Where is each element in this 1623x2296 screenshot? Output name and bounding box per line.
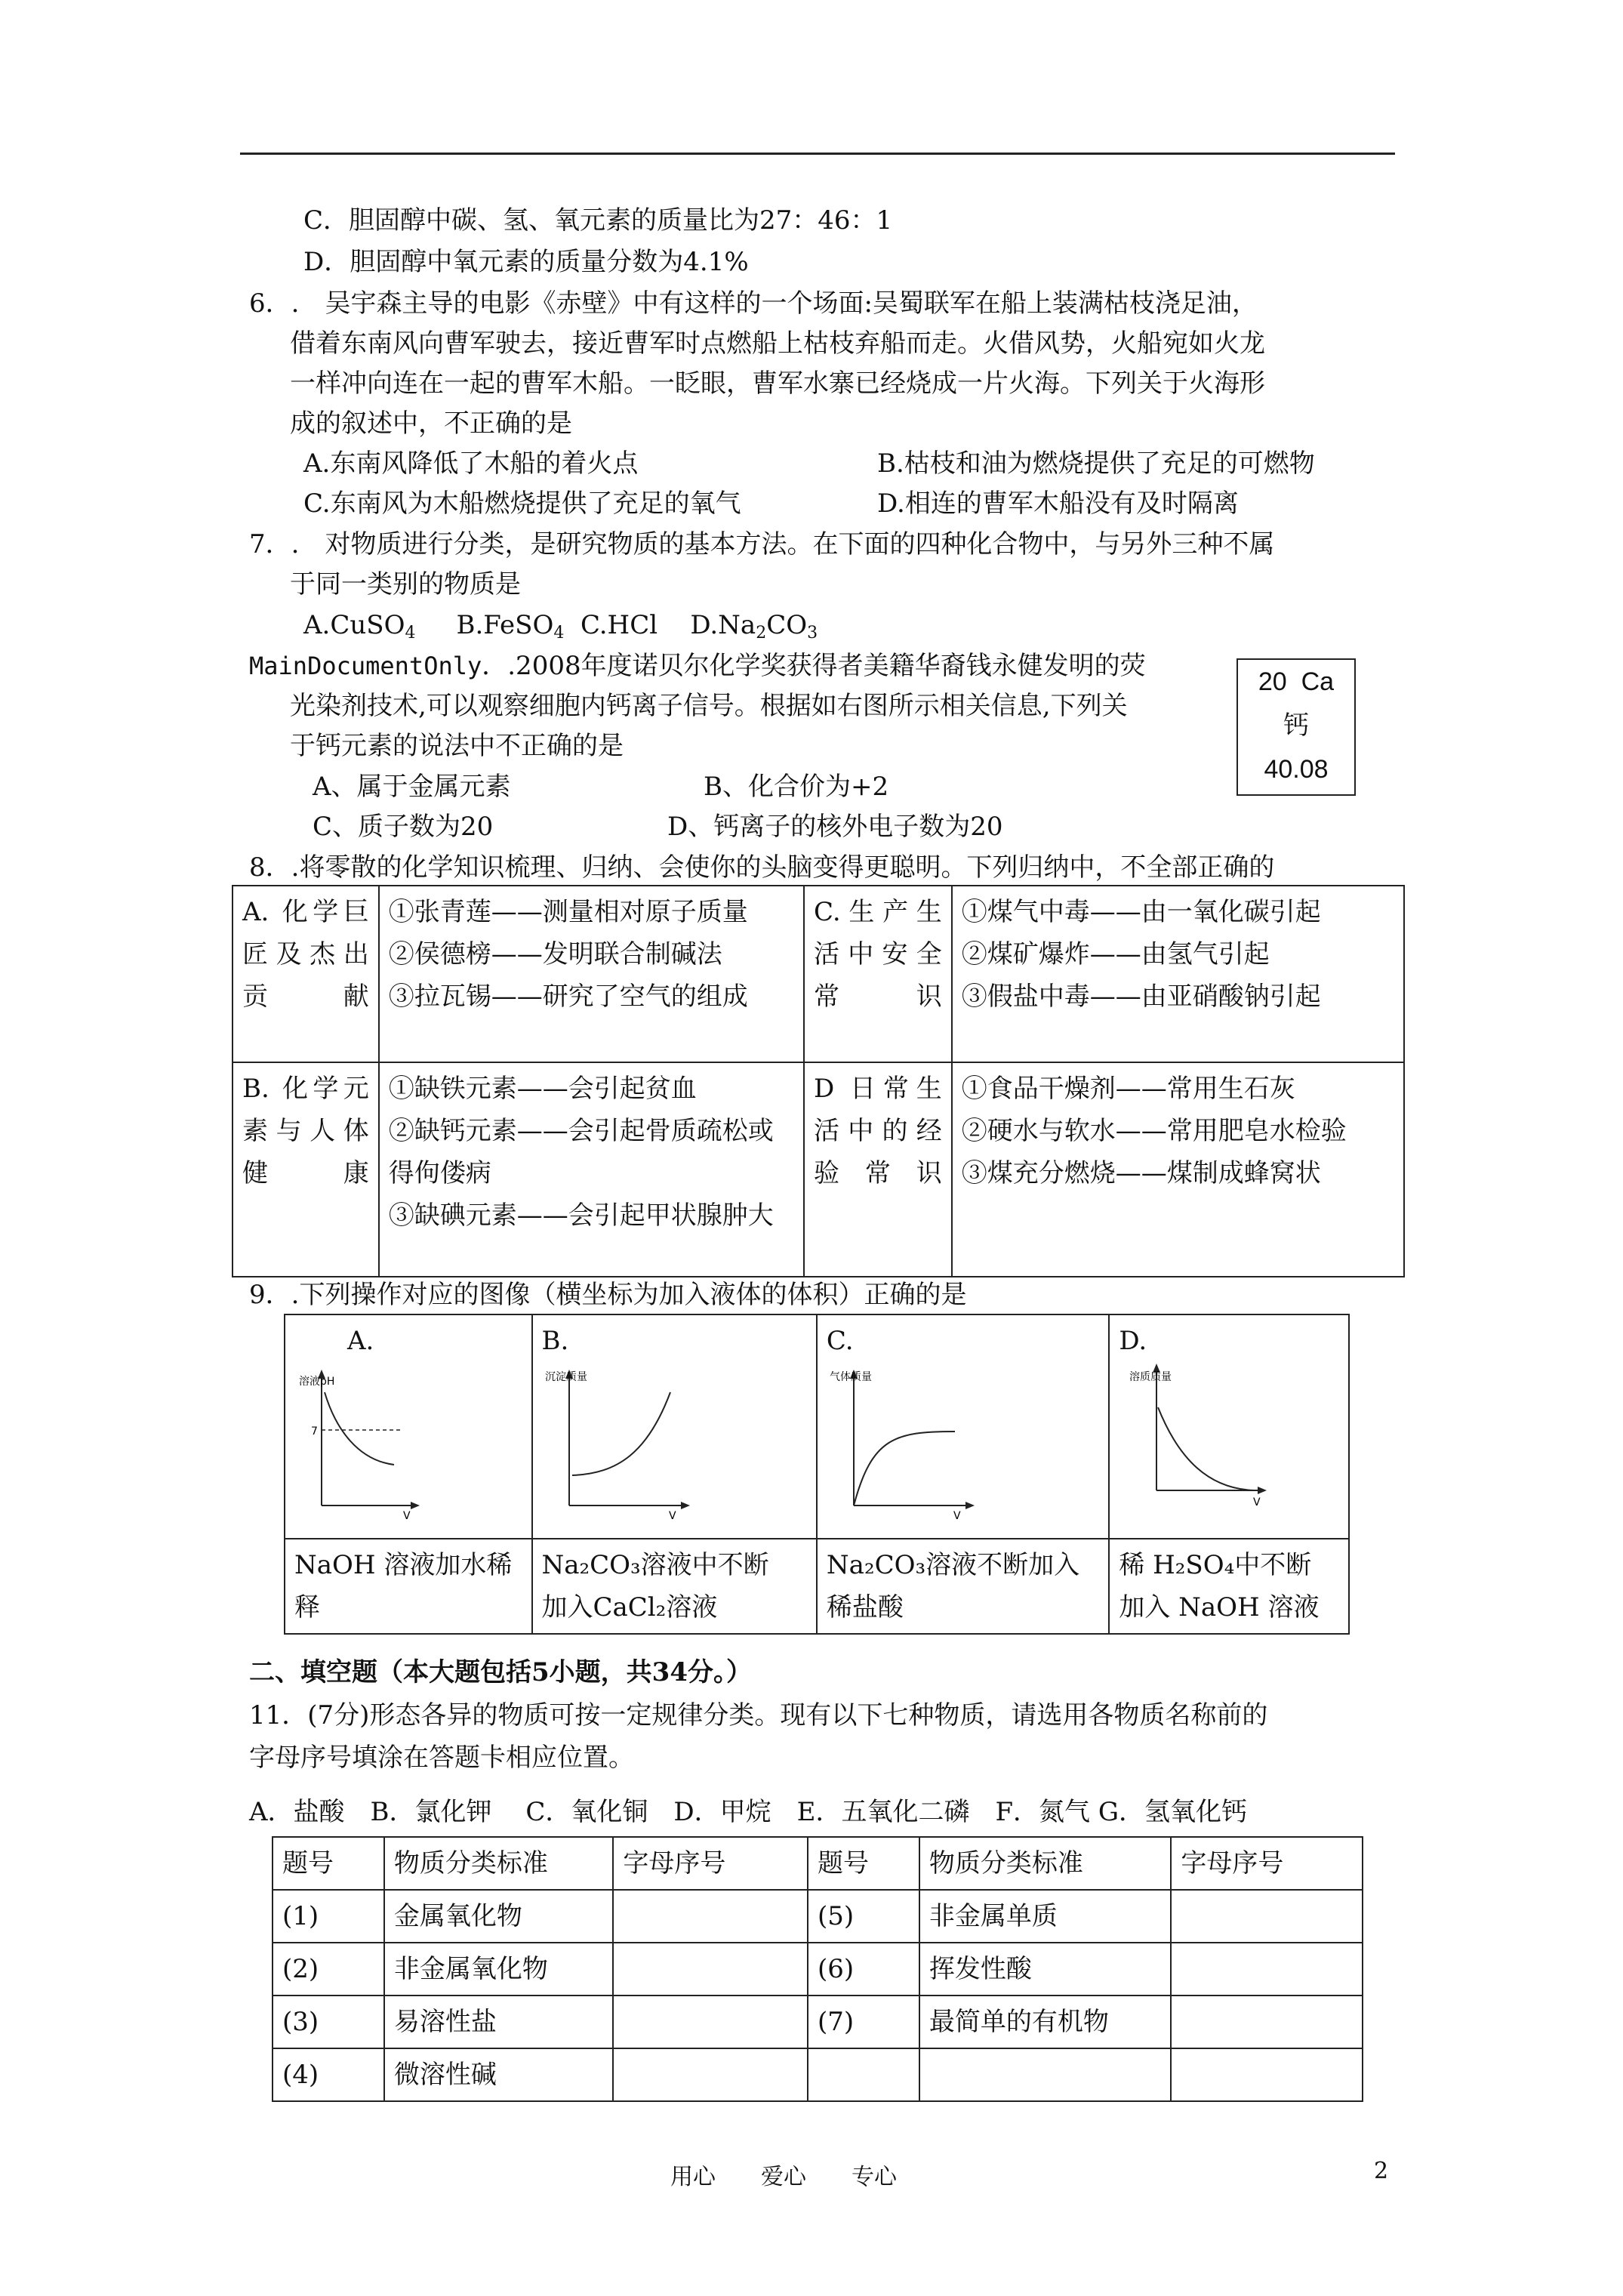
graph-a-xlabel: V <box>403 1510 411 1521</box>
graph-a-ylabel: 溶液pH <box>299 1376 335 1388</box>
q9-stem: 9．.下列操作对应的图像（横坐标为加入液体的体积）正确的是 <box>249 1280 967 1310</box>
q9-table <box>284 1314 1350 1635</box>
q9-label-a: A. <box>347 1326 374 1356</box>
q8-b-head: B. 化学元素与人体健康 <box>233 1062 379 1277</box>
q8-stem: 8．.将零散的化学知识梳理、归纳、会使你的头脑变得更聪明。下列归纳中，不全部正确的 <box>249 852 1275 883</box>
q11-answer-cell[interactable] <box>1171 2048 1363 2101</box>
q11-cell: (1) <box>273 1890 384 1943</box>
q11-cell: (7) <box>808 1996 919 2048</box>
table-row <box>273 2048 1363 2101</box>
graph-a-x-arrow <box>411 1502 420 1509</box>
table-row <box>273 1890 1363 1943</box>
q9-desc-a: NaOH 溶液加水稀 释 <box>285 1539 532 1634</box>
q11-cell: 易溶性盐 <box>384 1996 614 2048</box>
q8-b-items: ①缺铁元素——会引起贫血 ②缺钙元素——会引起骨质疏松或得佝偻病 ③缺碘元素——会引起甲状腺肿大 <box>379 1062 804 1277</box>
q8-table <box>232 885 1405 1277</box>
q11-cell: 最简单的有机物 <box>919 1996 1171 2048</box>
q11-cell <box>919 2048 1171 2101</box>
q7-stem-2: 于同一类别的物质是 <box>290 569 521 599</box>
q11-answer-cell[interactable] <box>613 2048 808 2101</box>
qca-option-a: A、属于金属元素 <box>313 772 511 802</box>
q11-header-row <box>273 1837 1363 1890</box>
q11-cell: (6) <box>808 1943 919 1996</box>
q6-stem-4: 成的叙述中，不正确的是 <box>290 408 572 439</box>
table-row <box>273 1943 1363 1996</box>
graph-b-ylabel: 沉淀质量 <box>544 1371 587 1383</box>
q6-option-d: D.相连的曹军木船没有及时隔离 <box>877 488 1239 519</box>
q11-header: 题号 <box>273 1837 384 1890</box>
q11-answer-cell[interactable] <box>613 1890 808 1943</box>
q11-header: 题号 <box>808 1837 919 1890</box>
q9-desc-b: Na₂CO₃溶液中不断 加入CaCl₂溶液 <box>532 1539 817 1634</box>
graph-c-curve <box>854 1432 955 1505</box>
q8-d-head: D 日常生活中的经验常识 <box>804 1062 952 1277</box>
graph-d-x-arrow <box>1258 1487 1267 1494</box>
q11-cell: 非金属氧化物 <box>384 1943 614 1996</box>
q7-option-d: $D.Na_2CO_3$ <box>690 610 818 643</box>
q11-cell: 非金属单质 <box>919 1890 1171 1943</box>
q5-option-c: C．胆固醇中碳、氢、氧元素的质量比为27：46：1 <box>303 205 893 236</box>
q6-stem-1: 6．. 吴宇森主导的电影《赤壁》中有这样的一个场面:吴蜀联军在船上装满枯枝浇足油， <box>249 288 1258 319</box>
q8-c-items: ①煤气中毒——由一氧化碳引起 ②煤矿爆炸——由氢气引起 ③假盐中毒——由亚硝酸钠引起 <box>952 886 1404 1062</box>
graph-d-svg <box>1119 1362 1270 1521</box>
q11-cell: 挥发性酸 <box>919 1943 1171 1996</box>
q6-stem-3: 一样冲向连在一起的曹军木船。一眨眼，曹军水寨已经烧成一片火海。下列关于火海形 <box>290 368 1265 399</box>
qca-option-d: D、钙离子的核外电子数为20 <box>667 812 1003 842</box>
q11-answer-cell[interactable] <box>1171 1996 1363 2048</box>
q7-options <box>303 609 818 642</box>
q9-label-d: D. <box>1119 1326 1147 1356</box>
q5-option-d: D．胆固醇中氧元素的质量分数为4.1% <box>303 247 749 277</box>
graph-b-svg <box>542 1362 693 1521</box>
q11-cell <box>808 2048 919 2101</box>
element-mass: 40.08 <box>1264 755 1329 784</box>
section2-title: 二、填空题（本大题包括5小题，共34分。） <box>249 1657 752 1687</box>
qca-option-c: C、质子数为20 <box>313 812 494 842</box>
qca-stem-3: 于钙元素的说法中不正确的是 <box>290 731 624 761</box>
graph-d-ylabel: 溶质质量 <box>1129 1371 1172 1383</box>
header-rule <box>240 153 1395 155</box>
q11-header: 字母序号 <box>613 1837 808 1890</box>
qca-option-b: B、化合价为+2 <box>704 772 889 802</box>
element-name: 钙 <box>1283 711 1309 740</box>
q6-option-b: B.枯枝和油为燃烧提供了充足的可燃物 <box>877 448 1315 479</box>
q11-answer-cell[interactable] <box>613 1943 808 1996</box>
q9-graph-b <box>532 1314 817 1539</box>
q7-option-c: C.HCl <box>580 610 658 640</box>
q11-stem-2: 字母序号填涂在答题卡相应位置。 <box>249 1743 634 1773</box>
q6-option-c: C.东南风为木船燃烧提供了充足的氧气 <box>303 488 741 519</box>
q9-label-c: C. <box>826 1326 854 1356</box>
graph-b-curve <box>572 1392 670 1475</box>
q9-graph-c <box>817 1314 1109 1539</box>
q9-label-b: B. <box>541 1326 569 1356</box>
q11-cell: (5) <box>808 1890 919 1943</box>
element-number-symbol: 20 Ca <box>1258 667 1335 696</box>
graph-c-x-arrow <box>965 1502 975 1509</box>
graph-d-curve <box>1158 1407 1255 1490</box>
q11-cell: 金属氧化物 <box>384 1890 614 1943</box>
q7-stem-1: 7．. 对物质进行分类，是研究物质的基本方法。在下面的四种化合物中，与另外三种不属 <box>249 529 1275 559</box>
q11-cell: 微溶性碱 <box>384 2048 614 2101</box>
q11-answer-cell[interactable] <box>1171 1890 1363 1943</box>
q11-cell: (2) <box>273 1943 384 1996</box>
page-number: 2 <box>1374 2158 1389 2184</box>
graph-a-mark: 7 <box>311 1425 318 1438</box>
graph-c-svg <box>827 1362 978 1521</box>
q11-table <box>272 1836 1363 2102</box>
q11-header: 字母序号 <box>1171 1837 1363 1890</box>
q9-graph-a <box>285 1314 532 1539</box>
q11-answer-cell[interactable] <box>1171 1943 1363 1996</box>
graph-c-xlabel: V <box>953 1510 961 1521</box>
graph-a-svg <box>294 1362 423 1521</box>
q8-c-head: C.生产生活中安全常识 <box>804 886 952 1062</box>
graph-b-xlabel: V <box>668 1510 676 1521</box>
graph-c-ylabel: 气体质量 <box>829 1371 872 1383</box>
q8-d-items: ①食品干燥剂——常用生石灰 ②硬水与软水——常用肥皂水检验 ③煤充分燃烧——煤制成蜂窝状 <box>952 1062 1404 1277</box>
q11-header: 物质分类标准 <box>919 1837 1171 1890</box>
graph-a-curve <box>325 1392 394 1465</box>
table-row <box>273 1996 1363 2048</box>
graph-d-xlabel: V <box>1253 1496 1261 1509</box>
q11-header: 物质分类标准 <box>384 1837 614 1890</box>
q11-answer-cell[interactable] <box>613 1996 808 2048</box>
element-card-calcium <box>1236 658 1356 796</box>
q7-option-a: A.CuSO$_4$ <box>303 610 416 643</box>
q6-stem-2: 借着东南风向曹军驶去，接近曹军时点燃船上枯枝弃船而走。火借风势，火船宛如火龙 <box>290 328 1265 359</box>
q11-stem-1: 11．(7分)形态各异的物质可按一定规律分类。现有以下七种物质，请选用各物质名称前的 <box>249 1700 1268 1730</box>
q7-option-b: B.FeSO$_4$ <box>456 610 565 643</box>
q9-graph-d <box>1109 1314 1349 1539</box>
q9-desc-c: Na₂CO₃溶液不断加入 稀盐酸 <box>817 1539 1109 1634</box>
q8-a-head: A. 化学巨匠及杰出贡献 <box>233 886 379 1062</box>
q11-cell: (3) <box>273 1996 384 2048</box>
q11-cell: (4) <box>273 2048 384 2101</box>
q6-option-a: A.东南风降低了木船的着火点 <box>303 448 639 479</box>
q8-a-items: ①张青莲——测量相对原子质量 ②侯德榜——发明联合制碱法 ③拉瓦锡——研究了空气的组成 <box>379 886 804 1062</box>
q11-substances: A．盐酸 B．氯化钾 C．氧化铜 D．甲烷 E．五氧化二磷 F．氮气 G．氢氧化钙 <box>249 1797 1247 1827</box>
q9-desc-d: 稀 H₂SO₄中不断 加入 NaOH 溶液 <box>1109 1539 1349 1634</box>
graph-b-x-arrow <box>681 1502 690 1509</box>
footer-motto: 用心 爱心 专心 <box>670 2164 897 2190</box>
qca-stem-1: MainDocumentOnly．.2008年度诺贝尔化学奖获得者美籍华裔钱永健发明的荧 <box>249 651 1146 681</box>
qca-stem-2: 光染剂技术,可以观察细胞内钙离子信号。根据如右图所示相关信息,下列关 <box>290 691 1128 721</box>
